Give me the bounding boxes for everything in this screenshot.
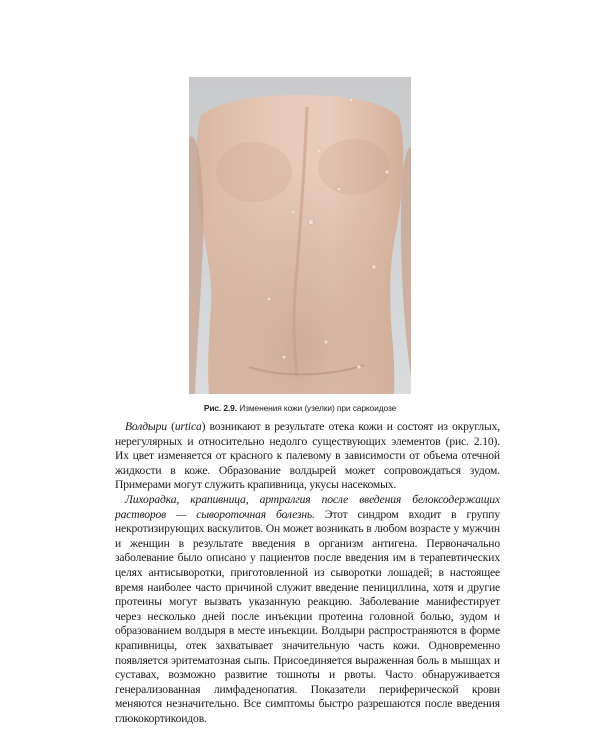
figure-caption	[0, 403, 600, 413]
paragraph-2	[115, 493, 500, 727]
paragraph-1	[115, 420, 500, 493]
back-skin-photo	[189, 77, 411, 394]
section-heading: Лихорадка, крапивница, артралгия после введения белоксодержащих растворов — сывороточная болезнь.	[115, 492, 500, 521]
latin-term: urtica	[174, 420, 202, 433]
body-text	[115, 420, 500, 726]
term-urticaria: Волдыри	[125, 420, 167, 433]
paragraph-1-text: ) возникают в результате отека кожи и состоят из округлых, нерегулярных и относительно недолго существующих элементов (рис. 2.10). Их цвет изменяется от красного к палевому в зависимости от объема отечной жидкости в коже. Образование волдырей может сопровождаться зудом. Примерами могут служить крапивница, укусы насекомых.	[115, 420, 500, 492]
caption-label: Рис. 2.9.	[203, 403, 237, 413]
paragraph-2-text: Этот синдром входит в группу некротизирующих васкулитов. Он может возникать в любом возрасте у мужчин и женщин в результате введения в организм антигена. Первоначально заболевание было описано у пациентов после введения им в терапевтических целях антисыворотки, приготовленной из сыворотки лошадей; в настоящее время наиболее часто причиной служит введение пенициллина, хотя и другие протеины могут вызвать указанную реакцию. Заболевание манифестирует через несколько дней после инъекции протеина головной болью, зудом и образованием волдыря в месте инъекции. Волдыри распространяются в форме крапивницы, отек захватывает значительную часть кожи. Одновременно появляется эритематозная сыпь. Присоединяется выраженная боль в мышцах и суставах, возможно развитие тошноты и рвоты. Часто обнаруживается генерализованная лимфаденопатия. Показатели периферической крови меняются незначительно. Все симптомы быстро разрешаются после введения глюкокортикоидов.	[115, 507, 500, 725]
paren-open: (	[166, 420, 175, 433]
caption-text: Изменения кожи (узелки) при саркоидозе	[239, 403, 397, 413]
